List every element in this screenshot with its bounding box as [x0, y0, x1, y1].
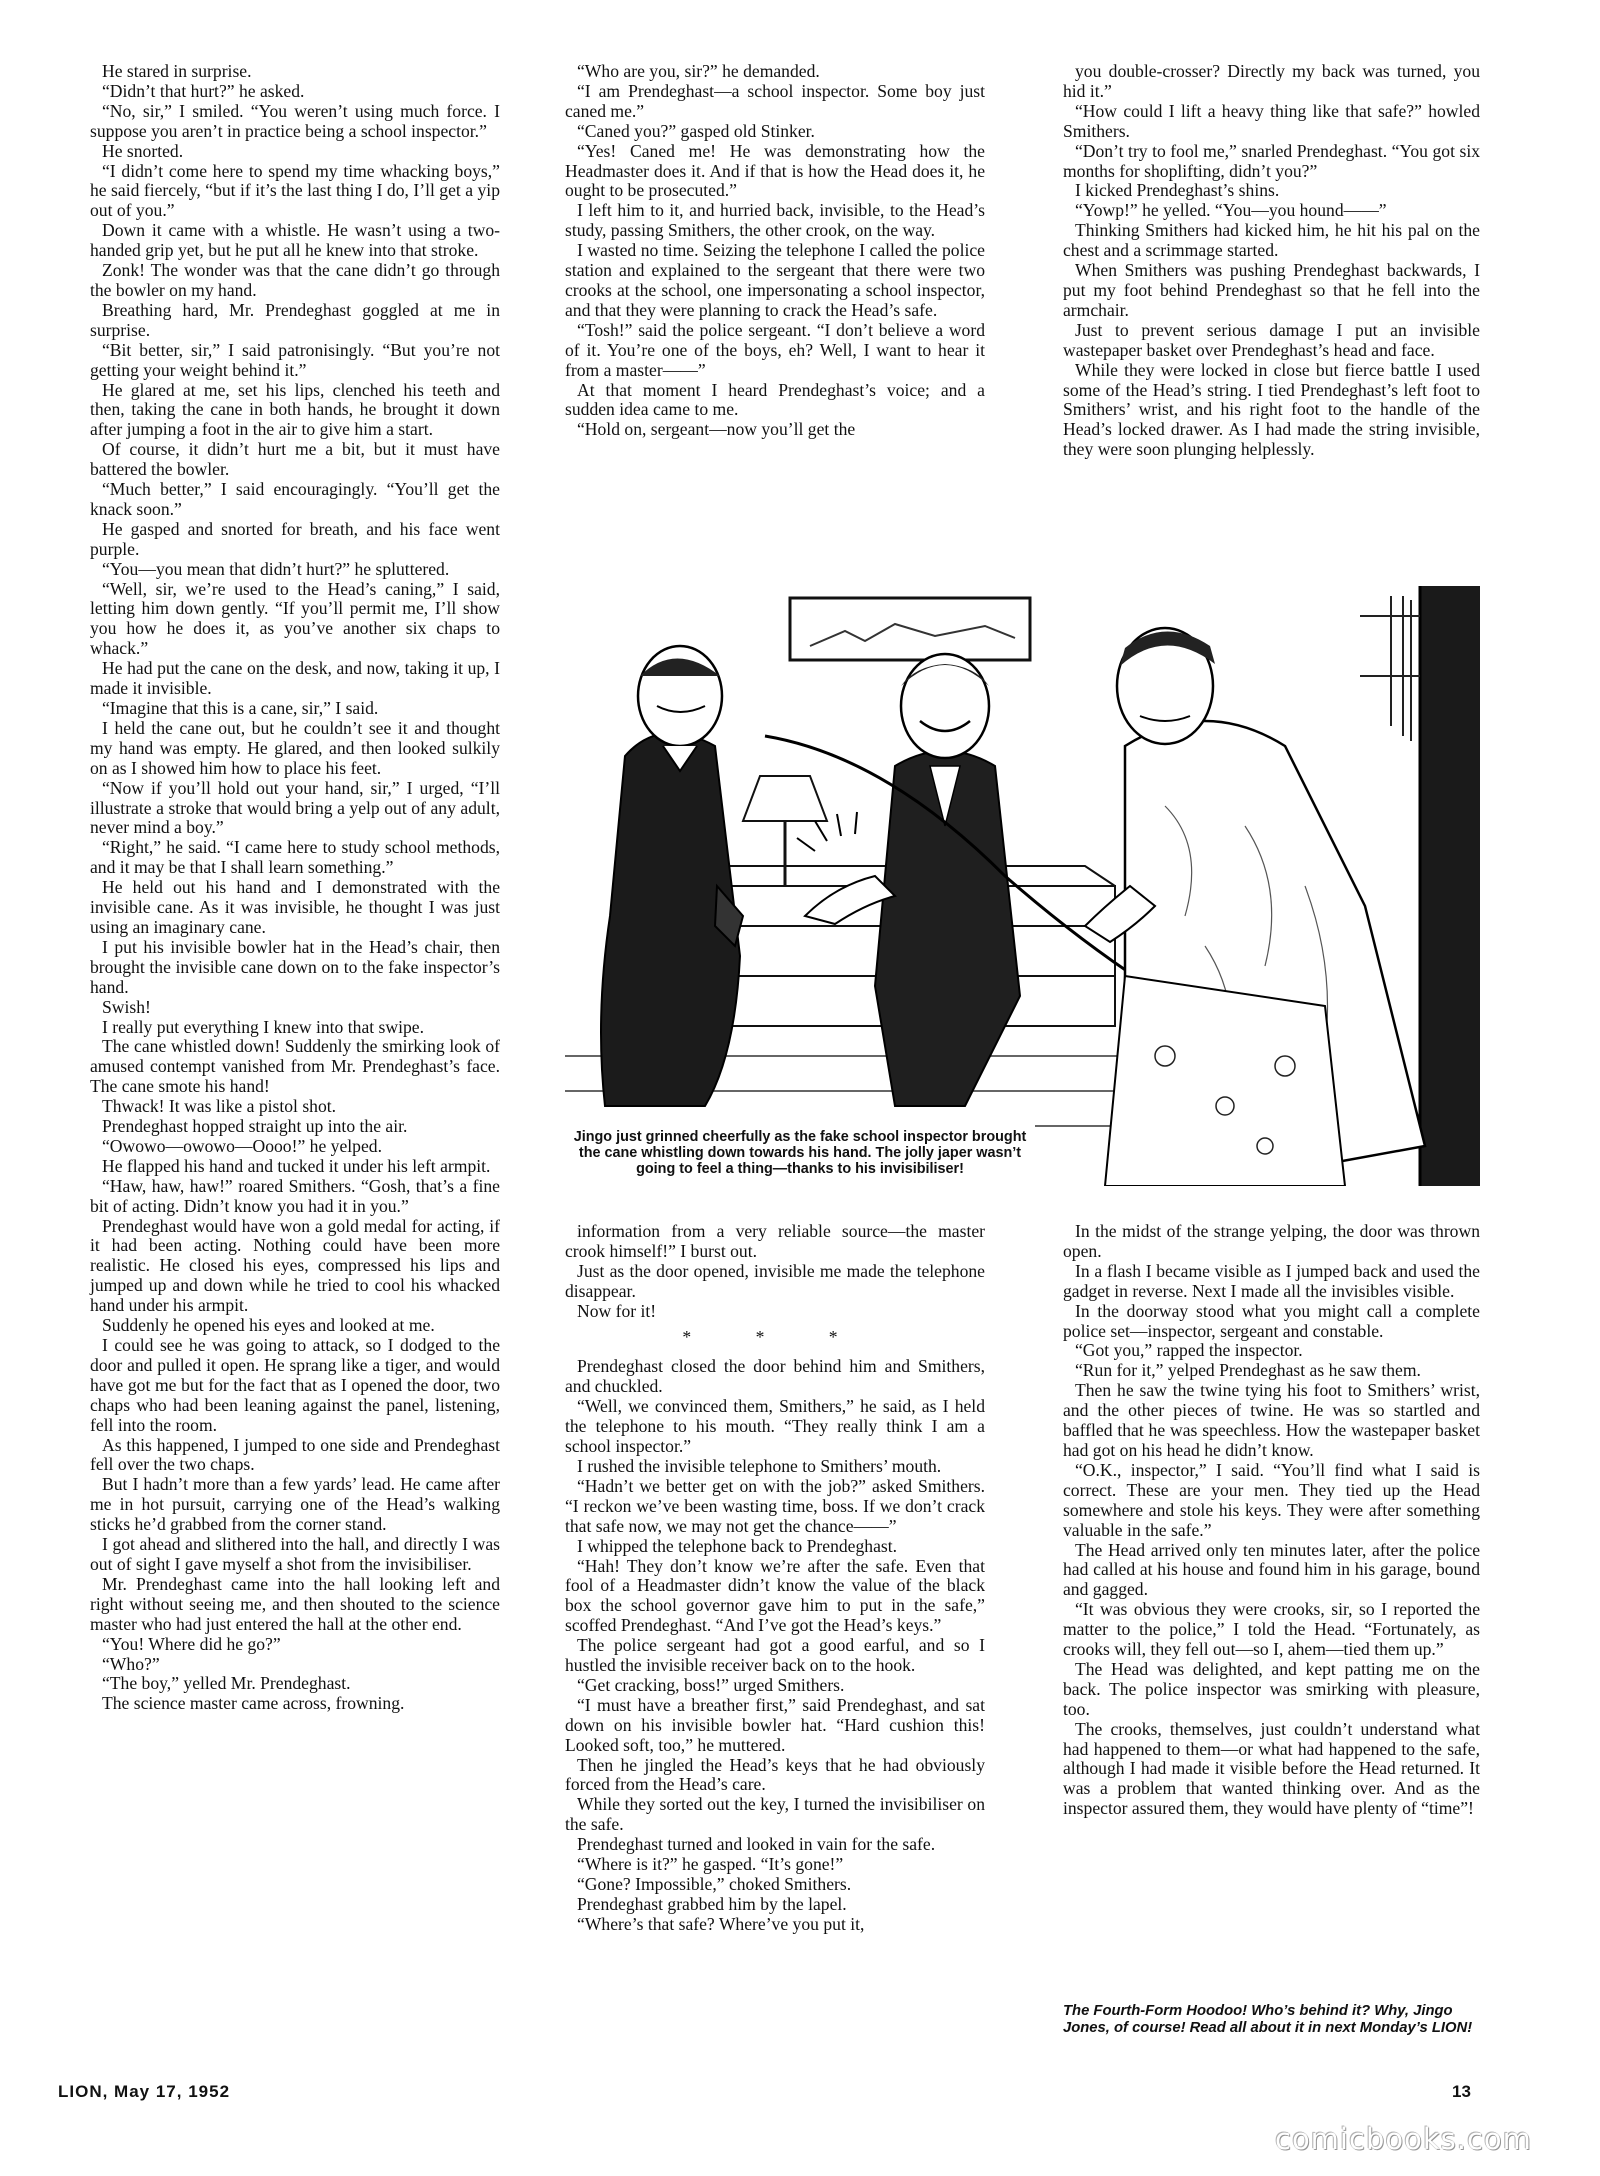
story-illustration — [565, 586, 1480, 1186]
paragraph: “You! Where did he go?” — [102, 1633, 281, 1654]
paragraph: “Got you,” rapped the inspector. — [1075, 1340, 1303, 1361]
paragraph: “I didn’t come here to spend my time whacking boys,” he said fiercely, “but if it’s the last thing I do, I’ll get a yip out of you.” — [90, 160, 500, 221]
paragraph: “No, sir,” I smiled. “You weren’t using much force. I suppose you aren’t in practice being a school inspector.” — [90, 100, 500, 141]
paragraph: He gasped and snorted for breath, and his face went purple. — [90, 518, 500, 559]
paragraph: you double-crosser? Directly my back was turned, you hid it.” — [1063, 61, 1480, 101]
paragraph: Down it came with a whistle. He wasn’t using a two-handed grip yet, but he put all he knew into that stroke. — [90, 220, 500, 261]
paragraph: At that moment I heard Prendeghast’s voice; and a sudden idea came to me. — [565, 379, 985, 420]
paragraph: He flapped his hand and tucked it under his left armpit. — [102, 1155, 491, 1176]
paragraph: Thwack! It was like a pistol shot. — [102, 1096, 337, 1117]
story-column-3-top — [1063, 62, 1480, 460]
paragraph: Thinking Smithers had kicked him, he hit his pal on the chest and a scrimmage started. — [1063, 220, 1480, 261]
paragraph: The cane whistled down! Suddenly the smirking look of amused contempt vanished from Mr. Prendeghast’s face. The cane smote his hand! — [90, 1036, 500, 1097]
paragraph: I whipped the telephone back to Prendeghast. — [577, 1535, 898, 1556]
paragraph: I rushed the invisible telephone to Smithers’ mouth. — [577, 1455, 942, 1476]
paragraph: Mr. Prendeghast came into the hall looking left and right without seeing me, and then shouted to the science master who had just entered the hall at the other end. — [90, 1573, 500, 1634]
paragraph: “Well, we convinced them, Smithers,” he said, as I held the telephone to his mouth. “They really think I am a school inspector.” — [565, 1396, 985, 1457]
paragraph: “Well, sir, we’re used to the Head’s caning,” I said, letting him down gently. “If you’ll permit me, I’ll show you how he does it, as you’ve another six chaps to whack.” — [90, 578, 500, 659]
paragraph: “Didn’t that hurt?” he asked. — [102, 80, 305, 101]
paragraph: The Head was delighted, and kept patting me on the back. The police inspector was smirking with pleasure, too. — [1063, 1658, 1480, 1719]
paragraph: I wasted no time. Seizing the telephone I called the police station and explained to the sergeant that there were two crooks at the school, one impersonating a school inspector, and that they were planning to crack the Head’s safe. — [565, 240, 985, 320]
paragraph: Breathing hard, Mr. Prendeghast goggled at me in surprise. — [90, 299, 500, 340]
paragraph: Suddenly he opened his eyes and looked at me. — [102, 1315, 435, 1336]
paragraph: I could see he was going to attack, so I dodged to the door and pulled it open. He sprang like a tiger, and would have got me but for the fact that as I opened the door, two chaps who had been leaning against the panel, listening, fell into the room. — [90, 1335, 500, 1435]
paragraph: “I must have a breather first,” said Prendeghast, and sat down on his invisible bowler hat. “Hard cushion this! Looked soft, too,” he muttered. — [565, 1694, 985, 1755]
paragraph: “Who are you, sir?” he demanded. — [577, 61, 820, 81]
paragraph: The Head arrived only ten minutes later, after the police had called at his house and found him in his garage, bound and gagged. — [1063, 1539, 1480, 1600]
paragraph: “Where is it?” he gasped. “It’s gone!” — [577, 1854, 844, 1875]
paragraph: “Get cracking, boss!” urged Smithers. — [577, 1674, 845, 1695]
paragraph: “Haw, haw, haw!” roared Smithers. “Gosh, that’s a fine bit of acting. Didn’t know you had it in you.” — [90, 1175, 500, 1216]
paragraph: “Now if you’ll hold out your hand, sir,” I urged, “I’ll illustrate a stroke that would bring a yelp out of any adult, never mind a boy.” — [90, 777, 500, 838]
paragraph: As this happened, I jumped to one side and Prendeghast fell over the two chaps. — [90, 1434, 500, 1475]
paragraph: “Hadn’t we better get on with the job?” asked Smithers. “I reckon we’ve been wasting time, boss. If we don’t crack that safe now, we may not get the chance——” — [565, 1475, 985, 1536]
paragraph: In the doorway stood what you might call a complete police set—inspector, sergeant and constable. — [1063, 1300, 1480, 1341]
paragraph: “Yowp!” he yelled. “You—you hound——” — [1075, 200, 1387, 221]
paragraph: Prendeghast would have won a gold medal for acting, if it had been acting. Nothing could have been more realistic. He closed his eyes, compressed his lips and jumped up and down while he tried to cool his whacked hand under his armpit. — [90, 1215, 500, 1316]
paragraph: In the midst of the strange yelping, the door was thrown open. — [1063, 1221, 1480, 1261]
paragraph: When Smithers was pushing Prendeghast backwards, I put my foot behind Prendeghast so that he fell into the armchair. — [1063, 260, 1480, 320]
paragraph: Then he jingled the Head’s keys that he had obviously forced from the Head’s care. — [565, 1754, 985, 1795]
paragraph: “It was obvious they were crooks, sir, so I reported the matter to the police,” I told the Head. “Fortunately, as crooks will, they fell out—so I, ahem—tied them up.” — [1063, 1599, 1480, 1660]
paragraph: I held the cane out, but he couldn’t see it and thought my hand was empty. He glared, and then looked sulkily on as I showed him how to place his feet. — [90, 717, 500, 778]
paragraph: “O.K., inspector,” I said. “You’ll find what I said is correct. These are your men. They tied up the Head somewhere and stole his keys. They were after something valuable in the safe.” — [1063, 1459, 1480, 1540]
paragraph: “Caned you?” gasped old Stinker. — [577, 120, 815, 141]
paragraph: I left him to it, and hurried back, invisible, to the Head’s study, passing Smithers, the other crook, on the way. — [565, 200, 985, 241]
paragraph: The crooks, themselves, just couldn’t understand what had happened to them—or what had happened to the safe, although I had made it visible before the Head returned. It was a problem that wanted thinking over. And as the inspector assured them, they would have plenty of “time”! — [1063, 1718, 1480, 1819]
paragraph: “Where’s that safe? Where’ve you put it, — [577, 1913, 865, 1934]
paragraph: “Yes! Caned me! He was demonstrating how the Headmaster does it. And if that is how the Head does it, he ought to be prosecuted.” — [565, 140, 985, 201]
paragraph: Prendeghast turned and looked in vain for the safe. — [577, 1834, 936, 1855]
paragraph: He had put the cane on the desk, and now, taking it up, I made it invisible. — [90, 658, 500, 699]
paragraph: He stared in surprise. — [102, 61, 252, 81]
paragraph: But I hadn’t more than a few yards’ lead. He came after me in hot pursuit, carrying one of the Head’s walking sticks he’d grabbed from the corner stand. — [90, 1474, 500, 1535]
page-number: 13 — [1452, 2082, 1471, 2101]
paragraph: I put his invisible bowler hat in the Head’s chair, then brought the invisible cane down on to the fake inspector’s hand. — [90, 936, 500, 997]
paragraph: “I am Prendeghast—a school inspector. Some boy just caned me.” — [565, 80, 985, 121]
paragraph: “Much better,” I said encouragingly. “You’ll get the knack soon.” — [90, 479, 500, 519]
paragraph: I really put everything I knew into that swipe. — [102, 1016, 424, 1037]
paragraph: “Don’t try to fool me,” snarled Prendeghast. “You got six months for shoplifting, didn’t you?” — [1063, 140, 1480, 181]
paragraph: “Tosh!” said the police sergeant. “I don’t believe a word of it. You’re one of the boys, eh? Well, I want to hear it from a master——” — [565, 319, 985, 380]
paragraph: I got ahead and slithered into the hall, and directly I was out of sight I gave myself a shot from the invisibiliser. — [90, 1534, 500, 1574]
paragraph: “Owowo—owowo—Oooo!” he yelped. — [102, 1135, 382, 1156]
paragraph: “Run for it,” yelped Prendeghast as he saw them. — [1075, 1360, 1421, 1381]
paragraph: I kicked Prendeghast’s shins. — [1075, 180, 1280, 201]
paragraph: He snorted. — [102, 140, 184, 161]
paragraph: Prendeghast closed the door behind him and Smithers, and chuckled. — [565, 1356, 985, 1397]
paragraph: While they were locked in close but fierce battle I used some of the Head’s string. I tied Prendeghast’s left foot to Smithers’ wrist, and his right foot to the handle of the Head’s locked drawer. As I had made the string invisible, they were soon plunging helplessly. — [1063, 359, 1480, 460]
story-column-3-bottom — [1063, 1222, 1480, 1819]
paragraph: Now for it! — [577, 1300, 657, 1321]
paragraph: Of course, it didn’t hurt me a bit, but it must have battered the bowler. — [90, 439, 500, 480]
paragraph: While they sorted out the key, I turned the invisibiliser on the safe. — [565, 1794, 985, 1835]
paragraph: “Hah! They don’t know we’re after the safe. Even that fool of a Headmaster didn’t know the value of the black box the school governor gave him to put in the safe,” scoffed Prendeghast. “And I’ve got the Head’s keys.” — [565, 1555, 985, 1636]
paragraph: “Bit better, sir,” I said patronisingly. “But you’re not getting your weight behind it.” — [90, 339, 500, 380]
watermark: comicbooks.com — [1275, 2122, 1532, 2156]
paragraph: “How could I lift a heavy thing like that safe?” howled Smithers. — [1063, 100, 1480, 141]
story-column-2-top — [565, 62, 985, 440]
paragraph: “Gone? Impossible,” choked Smithers. — [577, 1874, 852, 1894]
paragraph: Prendeghast hopped straight up into the air. — [102, 1116, 408, 1137]
paragraph: “Hold on, sergeant—now you’ll get the — [577, 419, 856, 440]
paragraph: Then he saw the twine tying his foot to Smithers’ wrist, and the other pieces of twine. He was so startled and baffled that he was speechless. How the wastepaper basket had got on his head he didn’t know. — [1063, 1380, 1480, 1460]
paragraph: * * * — [682, 1326, 868, 1347]
paragraph: “Right,” he said. “I came here to study school methods, and it may be that I shall learn something.” — [90, 837, 500, 878]
paragraph: Swish! — [102, 996, 151, 1017]
story-column-2-bottom — [565, 1222, 985, 1935]
paragraph: Zonk! The wonder was that the cane didn’t go through the bowler on my hand. — [90, 260, 500, 300]
magazine-date-footer: LION, May 17, 1952 — [58, 2082, 231, 2101]
paragraph: Prendeghast grabbed him by the lapel. — [577, 1893, 847, 1914]
paragraph: “You—you mean that didn’t hurt?” he spluttered. — [102, 558, 450, 579]
paragraph: The police sergeant had got a good earful, and so I hustled the invisible receiver back on to the hook. — [565, 1635, 985, 1676]
paragraph: Just as the door opened, invisible me made the telephone disappear. — [565, 1260, 985, 1301]
paragraph: The science master came across, frowning. — [102, 1693, 405, 1714]
story-column-1 — [90, 62, 500, 1714]
paragraph: He glared at me, set his lips, clenched his teeth and then, taking the cane in both hands, he brought it down after jumping a foot in the air to give him a start. — [90, 379, 500, 440]
paragraph: “The boy,” yelled Mr. Prendeghast. — [102, 1673, 351, 1694]
illustration-drawing — [565, 586, 1480, 1186]
paragraph: “Imagine that this is a cane, sir,” I said. — [102, 698, 379, 718]
paragraph: information from a very reliable source—the master crook himself!” I burst out. — [565, 1221, 985, 1261]
paragraph: Just to prevent serious damage I put an invisible wastepaper basket over Prendeghast’s head and face. — [1063, 319, 1480, 360]
paragraph: He held out his hand and I demonstrated with the invisible cane. As it was invisible, he thought I was just using an imaginary cane. — [90, 877, 500, 937]
paragraph: In a flash I became visible as I jumped back and used the gadget in reverse. Next I made all the invisibles visible. — [1063, 1260, 1480, 1301]
paragraph: “Who?” — [102, 1653, 160, 1674]
illustration-caption: Jingo just grinned cheerfully as the fake school inspector brought the cane whistling down towards his hand. The jolly japer wasn’t going to feel a thing—thanks to his invisibiliser! — [565, 1125, 1035, 1184]
next-week-teaser: The Fourth-Form Hoodoo! Who’s behind it? Why, Jingo Jones, of course! Read all about it in next Monday’s LION! — [1063, 2003, 1473, 2036]
